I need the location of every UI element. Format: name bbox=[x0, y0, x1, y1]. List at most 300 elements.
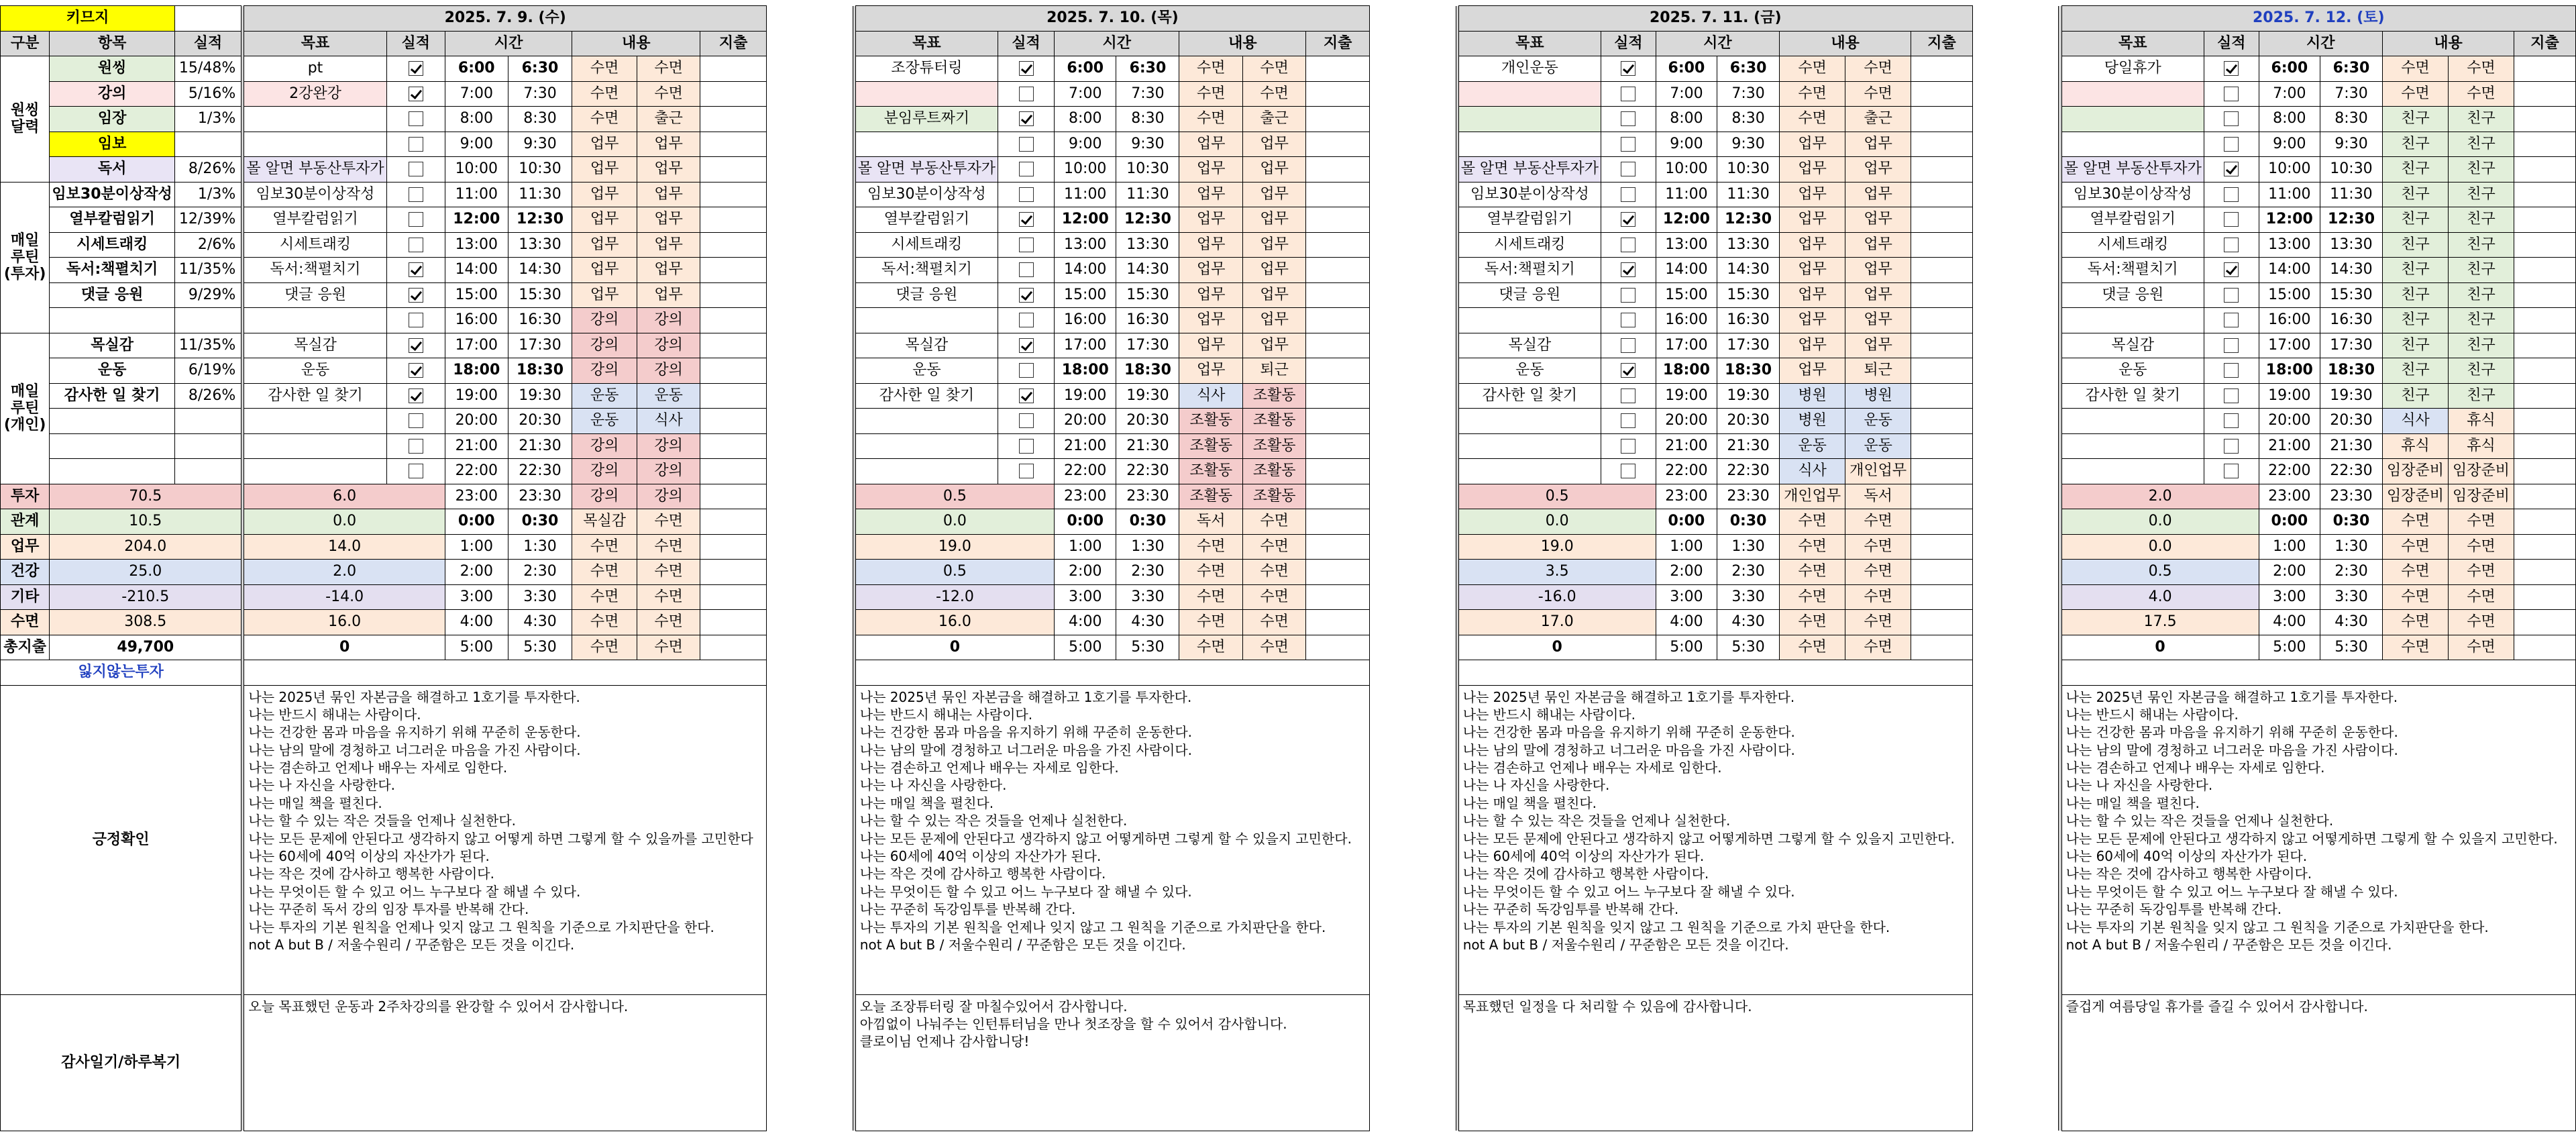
content-cell[interactable]: 수면 bbox=[572, 534, 637, 560]
checkbox-unchecked[interactable] bbox=[2224, 338, 2239, 353]
spend-cell[interactable] bbox=[2514, 383, 2576, 409]
content-cell[interactable]: 친구 bbox=[2382, 107, 2448, 132]
spend-cell[interactable] bbox=[1306, 258, 1370, 283]
content-cell[interactable]: 친구 bbox=[2449, 308, 2514, 333]
content-cell[interactable]: 수면 bbox=[1179, 56, 1242, 82]
content-cell[interactable]: 친구 bbox=[2382, 207, 2448, 233]
done-checkbox-cell[interactable] bbox=[2204, 459, 2259, 484]
checkbox-unchecked[interactable] bbox=[1019, 439, 1034, 454]
content-cell[interactable]: 수면 bbox=[2382, 610, 2448, 635]
checkbox-checked[interactable] bbox=[409, 262, 423, 277]
content-cell[interactable]: 수면 bbox=[2382, 81, 2448, 107]
content-cell[interactable]: 휴식 bbox=[2449, 433, 2514, 459]
checkbox-checked[interactable] bbox=[1019, 338, 1034, 353]
content-cell[interactable]: 친구 bbox=[2449, 132, 2514, 157]
spend-cell[interactable] bbox=[2514, 358, 2576, 384]
content-cell[interactable]: 수면 bbox=[2449, 81, 2514, 107]
spend-cell[interactable] bbox=[1306, 207, 1370, 233]
done-checkbox-cell[interactable] bbox=[2204, 383, 2259, 409]
content-cell[interactable]: 병원 bbox=[1780, 409, 1845, 434]
done-checkbox-cell[interactable] bbox=[998, 132, 1055, 157]
checkbox-unchecked[interactable] bbox=[1621, 288, 1635, 303]
done-checkbox-cell[interactable] bbox=[1601, 232, 1656, 258]
checkbox-unchecked[interactable] bbox=[2224, 87, 2239, 101]
checkbox-unchecked[interactable] bbox=[2224, 313, 2239, 327]
checkbox-checked[interactable] bbox=[1019, 388, 1034, 403]
spend-cell[interactable] bbox=[700, 107, 767, 132]
content-cell[interactable]: 친구 bbox=[2449, 383, 2514, 409]
spend-cell[interactable] bbox=[700, 534, 767, 560]
content-cell[interactable]: 수면 bbox=[1179, 81, 1242, 107]
content-cell[interactable]: 업무 bbox=[1242, 207, 1305, 233]
content-cell[interactable]: 업무 bbox=[572, 157, 637, 183]
content-cell[interactable]: 업무 bbox=[637, 232, 700, 258]
checkbox-unchecked[interactable] bbox=[2224, 111, 2239, 126]
spend-cell[interactable] bbox=[1306, 635, 1370, 660]
content-cell[interactable]: 강의 bbox=[637, 484, 700, 509]
content-cell[interactable]: 수면 bbox=[2382, 584, 2448, 610]
content-cell[interactable]: 업무 bbox=[1780, 358, 1845, 384]
checkbox-checked[interactable] bbox=[409, 61, 423, 76]
spend-cell[interactable] bbox=[1306, 157, 1370, 183]
content-cell[interactable]: 수면 bbox=[637, 56, 700, 82]
content-cell[interactable]: 업무 bbox=[637, 258, 700, 283]
checkbox-unchecked[interactable] bbox=[2224, 439, 2239, 454]
done-checkbox-cell[interactable] bbox=[386, 132, 445, 157]
content-cell[interactable]: 수면 bbox=[1179, 534, 1242, 560]
done-checkbox-cell[interactable] bbox=[998, 157, 1055, 183]
done-checkbox-cell[interactable] bbox=[386, 459, 445, 484]
spend-cell[interactable] bbox=[2514, 534, 2576, 560]
content-cell[interactable]: 수면 bbox=[1179, 560, 1242, 585]
spend-cell[interactable] bbox=[700, 409, 767, 434]
content-cell[interactable]: 업무 bbox=[1242, 258, 1305, 283]
done-checkbox-cell[interactable] bbox=[2204, 207, 2259, 233]
content-cell[interactable]: 업무 bbox=[1179, 132, 1242, 157]
spend-cell[interactable] bbox=[700, 635, 767, 660]
content-cell[interactable]: 수면 bbox=[1242, 635, 1305, 660]
spend-cell[interactable] bbox=[1911, 308, 1973, 333]
diary-text[interactable] bbox=[855, 994, 1369, 1131]
spend-cell[interactable] bbox=[1306, 383, 1370, 409]
content-cell[interactable]: 친구 bbox=[2449, 258, 2514, 283]
content-cell[interactable]: 개인업무 bbox=[1780, 484, 1845, 509]
content-cell[interactable]: 업무 bbox=[572, 232, 637, 258]
content-cell[interactable]: 퇴근 bbox=[1242, 358, 1305, 384]
checkbox-unchecked[interactable] bbox=[409, 238, 423, 252]
done-checkbox-cell[interactable] bbox=[998, 383, 1055, 409]
content-cell[interactable]: 조활동 bbox=[1179, 459, 1242, 484]
content-cell[interactable]: 업무 bbox=[1179, 182, 1242, 207]
content-cell[interactable]: 업무 bbox=[1845, 308, 1911, 333]
done-checkbox-cell[interactable] bbox=[1601, 433, 1656, 459]
content-cell[interactable]: 조활동 bbox=[1242, 433, 1305, 459]
spend-cell[interactable] bbox=[1306, 610, 1370, 635]
content-cell[interactable]: 업무 bbox=[1845, 157, 1911, 183]
spend-cell[interactable] bbox=[1306, 358, 1370, 384]
content-cell[interactable]: 수면 bbox=[572, 610, 637, 635]
spend-cell[interactable] bbox=[1911, 509, 1973, 535]
done-checkbox-cell[interactable] bbox=[386, 333, 445, 358]
spend-cell[interactable] bbox=[1911, 635, 1973, 660]
content-cell[interactable]: 임장준비 bbox=[2449, 484, 2514, 509]
content-cell[interactable]: 개인업무 bbox=[1845, 459, 1911, 484]
content-cell[interactable]: 업무 bbox=[1242, 182, 1305, 207]
checkbox-unchecked[interactable] bbox=[2224, 137, 2239, 152]
spend-cell[interactable] bbox=[1306, 509, 1370, 535]
content-cell[interactable]: 강의 bbox=[637, 358, 700, 384]
content-cell[interactable]: 수면 bbox=[637, 560, 700, 585]
spend-cell[interactable] bbox=[700, 333, 767, 358]
done-checkbox-cell[interactable] bbox=[386, 157, 445, 183]
diary-text[interactable] bbox=[2061, 994, 2575, 1131]
spend-cell[interactable] bbox=[2514, 182, 2576, 207]
done-checkbox-cell[interactable] bbox=[998, 333, 1055, 358]
spend-cell[interactable] bbox=[700, 584, 767, 610]
checkbox-unchecked[interactable] bbox=[2224, 464, 2239, 478]
checkbox-unchecked[interactable] bbox=[1621, 87, 1635, 101]
content-cell[interactable]: 업무 bbox=[1780, 207, 1845, 233]
spend-cell[interactable] bbox=[1306, 459, 1370, 484]
spend-cell[interactable] bbox=[700, 383, 767, 409]
checkbox-unchecked[interactable] bbox=[1019, 87, 1034, 101]
checkbox-checked[interactable] bbox=[1019, 212, 1034, 227]
done-checkbox-cell[interactable] bbox=[386, 282, 445, 308]
content-cell[interactable]: 수면 bbox=[2382, 560, 2448, 585]
spend-cell[interactable] bbox=[2514, 509, 2576, 535]
done-checkbox-cell[interactable] bbox=[386, 409, 445, 434]
content-cell[interactable]: 수면 bbox=[1845, 584, 1911, 610]
spend-cell[interactable] bbox=[1306, 107, 1370, 132]
content-cell[interactable]: 수면 bbox=[1780, 584, 1845, 610]
checkbox-checked[interactable] bbox=[409, 363, 423, 378]
spend-cell[interactable] bbox=[1306, 182, 1370, 207]
content-cell[interactable]: 수면 bbox=[1780, 56, 1845, 82]
content-cell[interactable]: 수면 bbox=[2449, 560, 2514, 585]
spend-cell[interactable] bbox=[700, 459, 767, 484]
done-checkbox-cell[interactable] bbox=[2204, 333, 2259, 358]
content-cell[interactable]: 수면 bbox=[1780, 610, 1845, 635]
content-cell[interactable]: 수면 bbox=[1242, 534, 1305, 560]
content-cell[interactable]: 출근 bbox=[1242, 107, 1305, 132]
done-checkbox-cell[interactable] bbox=[386, 258, 445, 283]
spend-cell[interactable] bbox=[2514, 459, 2576, 484]
content-cell[interactable]: 수면 bbox=[1242, 584, 1305, 610]
content-cell[interactable]: 수면 bbox=[637, 610, 700, 635]
checkbox-unchecked[interactable] bbox=[1621, 111, 1635, 126]
checkbox-unchecked[interactable] bbox=[409, 187, 423, 202]
content-cell[interactable]: 친구 bbox=[2449, 232, 2514, 258]
checkbox-unchecked[interactable] bbox=[409, 413, 423, 428]
done-checkbox-cell[interactable] bbox=[1601, 409, 1656, 434]
content-cell[interactable]: 임장준비 bbox=[2382, 484, 2448, 509]
spend-cell[interactable] bbox=[2514, 333, 2576, 358]
content-cell[interactable]: 수면 bbox=[572, 560, 637, 585]
content-cell[interactable]: 업무 bbox=[1780, 182, 1845, 207]
content-cell[interactable]: 업무 bbox=[1179, 157, 1242, 183]
done-checkbox-cell[interactable] bbox=[1601, 282, 1656, 308]
spend-cell[interactable] bbox=[1911, 81, 1973, 107]
done-checkbox-cell[interactable] bbox=[2204, 56, 2259, 82]
content-cell[interactable]: 친구 bbox=[2382, 232, 2448, 258]
content-cell[interactable]: 친구 bbox=[2382, 282, 2448, 308]
content-cell[interactable]: 임장준비 bbox=[2382, 459, 2448, 484]
done-checkbox-cell[interactable] bbox=[386, 232, 445, 258]
content-cell[interactable]: 수면 bbox=[1845, 560, 1911, 585]
content-cell[interactable]: 조활동 bbox=[1179, 484, 1242, 509]
content-cell[interactable]: 업무 bbox=[1242, 157, 1305, 183]
content-cell[interactable]: 업무 bbox=[1780, 232, 1845, 258]
done-checkbox-cell[interactable] bbox=[1601, 81, 1656, 107]
done-checkbox-cell[interactable] bbox=[2204, 409, 2259, 434]
done-checkbox-cell[interactable] bbox=[2204, 157, 2259, 183]
checkbox-unchecked[interactable] bbox=[1621, 238, 1635, 252]
content-cell[interactable]: 수면 bbox=[1242, 81, 1305, 107]
content-cell[interactable]: 강의 bbox=[637, 433, 700, 459]
content-cell[interactable]: 수면 bbox=[1845, 56, 1911, 82]
content-cell[interactable]: 출근 bbox=[1845, 107, 1911, 132]
content-cell[interactable]: 수면 bbox=[572, 81, 637, 107]
content-cell[interactable]: 수면 bbox=[1179, 107, 1242, 132]
spend-cell[interactable] bbox=[1306, 560, 1370, 585]
done-checkbox-cell[interactable] bbox=[2204, 258, 2259, 283]
affirmation-text[interactable] bbox=[244, 685, 767, 994]
spend-cell[interactable] bbox=[1306, 81, 1370, 107]
checkbox-unchecked[interactable] bbox=[1019, 162, 1034, 176]
content-cell[interactable]: 업무 bbox=[1780, 258, 1845, 283]
content-cell[interactable]: 강의 bbox=[572, 459, 637, 484]
content-cell[interactable]: 친구 bbox=[2449, 358, 2514, 384]
content-cell[interactable]: 업무 bbox=[1242, 333, 1305, 358]
checkbox-unchecked[interactable] bbox=[1621, 162, 1635, 176]
content-cell[interactable]: 수면 bbox=[1242, 509, 1305, 535]
content-cell[interactable]: 수면 bbox=[1845, 610, 1911, 635]
content-cell[interactable]: 업무 bbox=[1780, 308, 1845, 333]
spend-cell[interactable] bbox=[1911, 132, 1973, 157]
checkbox-unchecked[interactable] bbox=[409, 212, 423, 227]
content-cell[interactable]: 업무 bbox=[637, 282, 700, 308]
done-checkbox-cell[interactable] bbox=[1601, 56, 1656, 82]
spend-cell[interactable] bbox=[2514, 308, 2576, 333]
affirmation-text[interactable] bbox=[2061, 685, 2575, 994]
checkbox-unchecked[interactable] bbox=[1621, 313, 1635, 327]
spend-cell[interactable] bbox=[1911, 107, 1973, 132]
checkbox-checked[interactable] bbox=[1621, 262, 1635, 277]
checkbox-unchecked[interactable] bbox=[1019, 187, 1034, 202]
content-cell[interactable]: 업무 bbox=[1780, 132, 1845, 157]
content-cell[interactable]: 조활동 bbox=[1242, 484, 1305, 509]
spend-cell[interactable] bbox=[1306, 409, 1370, 434]
spend-cell[interactable] bbox=[2514, 484, 2576, 509]
content-cell[interactable]: 강의 bbox=[637, 459, 700, 484]
content-cell[interactable]: 수면 bbox=[637, 635, 700, 660]
done-checkbox-cell[interactable] bbox=[998, 81, 1055, 107]
spend-cell[interactable] bbox=[1911, 433, 1973, 459]
content-cell[interactable]: 업무 bbox=[1179, 358, 1242, 384]
content-cell[interactable]: 친구 bbox=[2382, 308, 2448, 333]
done-checkbox-cell[interactable] bbox=[386, 107, 445, 132]
content-cell[interactable]: 수면 bbox=[1780, 635, 1845, 660]
checkbox-unchecked[interactable] bbox=[2224, 363, 2239, 378]
spend-cell[interactable] bbox=[2514, 157, 2576, 183]
spend-cell[interactable] bbox=[1911, 333, 1973, 358]
spend-cell[interactable] bbox=[1911, 409, 1973, 434]
done-checkbox-cell[interactable] bbox=[386, 433, 445, 459]
done-checkbox-cell[interactable] bbox=[1601, 107, 1656, 132]
checkbox-unchecked[interactable] bbox=[2224, 288, 2239, 303]
content-cell[interactable]: 조활동 bbox=[1179, 433, 1242, 459]
spend-cell[interactable] bbox=[700, 509, 767, 535]
content-cell[interactable]: 퇴근 bbox=[1845, 358, 1911, 384]
spend-cell[interactable] bbox=[2514, 56, 2576, 82]
checkbox-checked[interactable] bbox=[2224, 262, 2239, 277]
done-checkbox-cell[interactable] bbox=[1601, 358, 1656, 384]
content-cell[interactable]: 친구 bbox=[2449, 207, 2514, 233]
checkbox-checked[interactable] bbox=[1621, 363, 1635, 378]
done-checkbox-cell[interactable] bbox=[386, 383, 445, 409]
spend-cell[interactable] bbox=[1911, 358, 1973, 384]
content-cell[interactable]: 식사 bbox=[1179, 383, 1242, 409]
content-cell[interactable]: 친구 bbox=[2382, 333, 2448, 358]
content-cell[interactable]: 수면 bbox=[2449, 610, 2514, 635]
content-cell[interactable]: 업무 bbox=[1780, 282, 1845, 308]
content-cell[interactable]: 수면 bbox=[1179, 610, 1242, 635]
content-cell[interactable]: 독서 bbox=[1845, 484, 1911, 509]
content-cell[interactable]: 운동 bbox=[1780, 433, 1845, 459]
done-checkbox-cell[interactable] bbox=[998, 433, 1055, 459]
content-cell[interactable]: 업무 bbox=[1845, 258, 1911, 283]
done-checkbox-cell[interactable] bbox=[1601, 132, 1656, 157]
checkbox-unchecked[interactable] bbox=[1019, 464, 1034, 478]
content-cell[interactable]: 수면 bbox=[572, 107, 637, 132]
checkbox-unchecked[interactable] bbox=[1621, 338, 1635, 353]
done-checkbox-cell[interactable] bbox=[386, 207, 445, 233]
diary-text[interactable] bbox=[244, 994, 767, 1131]
spend-cell[interactable] bbox=[1911, 258, 1973, 283]
done-checkbox-cell[interactable] bbox=[2204, 358, 2259, 384]
content-cell[interactable]: 수면 bbox=[637, 509, 700, 535]
content-cell[interactable]: 식사 bbox=[637, 409, 700, 434]
diary-text[interactable] bbox=[1458, 994, 1972, 1131]
content-cell[interactable]: 친구 bbox=[2449, 182, 2514, 207]
content-cell[interactable]: 강의 bbox=[637, 333, 700, 358]
checkbox-unchecked[interactable] bbox=[1621, 137, 1635, 152]
done-checkbox-cell[interactable] bbox=[1601, 459, 1656, 484]
affirmation-text[interactable] bbox=[855, 685, 1369, 994]
done-checkbox-cell[interactable] bbox=[386, 182, 445, 207]
content-cell[interactable]: 휴식 bbox=[2382, 433, 2448, 459]
done-checkbox-cell[interactable] bbox=[2204, 232, 2259, 258]
content-cell[interactable]: 수면 bbox=[2382, 635, 2448, 660]
content-cell[interactable]: 운동 bbox=[637, 383, 700, 409]
spend-cell[interactable] bbox=[700, 81, 767, 107]
checkbox-checked[interactable] bbox=[1019, 61, 1034, 76]
content-cell[interactable]: 수면 bbox=[572, 56, 637, 82]
checkbox-checked[interactable] bbox=[409, 338, 423, 353]
checkbox-unchecked[interactable] bbox=[1019, 238, 1034, 252]
content-cell[interactable]: 친구 bbox=[2382, 258, 2448, 283]
affirmation-text[interactable] bbox=[1458, 685, 1972, 994]
done-checkbox-cell[interactable] bbox=[998, 107, 1055, 132]
content-cell[interactable]: 수면 bbox=[1242, 56, 1305, 82]
done-checkbox-cell[interactable] bbox=[2204, 81, 2259, 107]
spend-cell[interactable] bbox=[1911, 534, 1973, 560]
checkbox-unchecked[interactable] bbox=[409, 313, 423, 327]
spend-cell[interactable] bbox=[1306, 433, 1370, 459]
spend-cell[interactable] bbox=[700, 132, 767, 157]
spend-cell[interactable] bbox=[2514, 635, 2576, 660]
done-checkbox-cell[interactable] bbox=[386, 308, 445, 333]
content-cell[interactable]: 수면 bbox=[1845, 509, 1911, 535]
content-cell[interactable]: 친구 bbox=[2382, 182, 2448, 207]
content-cell[interactable]: 업무 bbox=[1845, 132, 1911, 157]
content-cell[interactable]: 휴식 bbox=[2449, 409, 2514, 434]
spend-cell[interactable] bbox=[700, 157, 767, 183]
spend-cell[interactable] bbox=[1911, 232, 1973, 258]
checkbox-checked[interactable] bbox=[409, 288, 423, 303]
done-checkbox-cell[interactable] bbox=[998, 56, 1055, 82]
spend-cell[interactable] bbox=[1306, 56, 1370, 82]
content-cell[interactable]: 업무 bbox=[1179, 232, 1242, 258]
content-cell[interactable]: 병원 bbox=[1845, 383, 1911, 409]
content-cell[interactable]: 수면 bbox=[1780, 81, 1845, 107]
spend-cell[interactable] bbox=[1306, 484, 1370, 509]
content-cell[interactable]: 업무 bbox=[637, 207, 700, 233]
content-cell[interactable]: 수면 bbox=[1780, 107, 1845, 132]
done-checkbox-cell[interactable] bbox=[998, 258, 1055, 283]
checkbox-unchecked[interactable] bbox=[1019, 413, 1034, 428]
content-cell[interactable]: 업무 bbox=[572, 282, 637, 308]
checkbox-unchecked[interactable] bbox=[2224, 187, 2239, 202]
content-cell[interactable]: 독서 bbox=[1179, 509, 1242, 535]
done-checkbox-cell[interactable] bbox=[2204, 433, 2259, 459]
content-cell[interactable]: 업무 bbox=[572, 132, 637, 157]
done-checkbox-cell[interactable] bbox=[2204, 182, 2259, 207]
content-cell[interactable]: 친구 bbox=[2382, 157, 2448, 183]
spend-cell[interactable] bbox=[2514, 81, 2576, 107]
content-cell[interactable]: 운동 bbox=[1845, 409, 1911, 434]
checkbox-unchecked[interactable] bbox=[409, 439, 423, 454]
spend-cell[interactable] bbox=[2514, 584, 2576, 610]
checkbox-unchecked[interactable] bbox=[1621, 388, 1635, 403]
done-checkbox-cell[interactable] bbox=[386, 358, 445, 384]
content-cell[interactable]: 업무 bbox=[572, 258, 637, 283]
checkbox-unchecked[interactable] bbox=[409, 162, 423, 176]
checkbox-checked[interactable] bbox=[1019, 111, 1034, 126]
content-cell[interactable]: 수면 bbox=[1780, 560, 1845, 585]
done-checkbox-cell[interactable] bbox=[2204, 282, 2259, 308]
spend-cell[interactable] bbox=[2514, 610, 2576, 635]
spend-cell[interactable] bbox=[1306, 534, 1370, 560]
content-cell[interactable]: 목실감 bbox=[572, 509, 637, 535]
done-checkbox-cell[interactable] bbox=[1601, 157, 1656, 183]
content-cell[interactable]: 업무 bbox=[1242, 282, 1305, 308]
spend-cell[interactable] bbox=[1911, 383, 1973, 409]
done-checkbox-cell[interactable] bbox=[998, 232, 1055, 258]
content-cell[interactable]: 업무 bbox=[1242, 232, 1305, 258]
done-checkbox-cell[interactable] bbox=[998, 358, 1055, 384]
content-cell[interactable]: 임장준비 bbox=[2449, 459, 2514, 484]
spend-cell[interactable] bbox=[2514, 409, 2576, 434]
spend-cell[interactable] bbox=[1306, 282, 1370, 308]
spend-cell[interactable] bbox=[1911, 157, 1973, 183]
content-cell[interactable]: 강의 bbox=[572, 333, 637, 358]
content-cell[interactable]: 친구 bbox=[2449, 333, 2514, 358]
spend-cell[interactable] bbox=[1306, 132, 1370, 157]
spend-cell[interactable] bbox=[700, 358, 767, 384]
content-cell[interactable]: 업무 bbox=[637, 157, 700, 183]
content-cell[interactable]: 수면 bbox=[2382, 534, 2448, 560]
